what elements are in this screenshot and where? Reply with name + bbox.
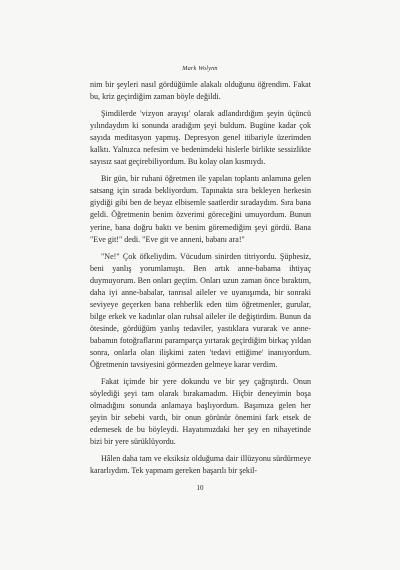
page-number: 10 xyxy=(196,484,204,492)
paragraph: Şimdilerde 'vizyon arayışı' olarak adlandırdığım şeyin üçüncü yılındaydım ki sonunda aradığım şeyi buldum. Bugüne kadar çok sayıda meditasyon yapmış. Depresyon genel itibariyle üzerimden kalktı. Yalnızca nefesim ve bedenimdeki hislerle birlikte sessizlikte sayısız saat geçirebiliyordum. Bu kolay olan kısmıydı. xyxy=(90,109,311,167)
body-text xyxy=(90,79,311,477)
running-header: Mark Wolynn xyxy=(182,65,218,72)
paragraph: Hâlen daha tam ve eksiksiz olduğuma dair illüzyonu sürdürmeye kararlıydım. Tek yapmam gereken başarılı bir şekil- xyxy=(90,454,311,476)
paragraph: Fakat içimde bir yere dokundu ve bir şey çağrıştırdı. Onun söylediği şeyi tam olarak bırakamadım. Hiçbir deneyimin boşa olmadığını sonunda anlamaya başlıyordum. Başımıza gelen her şeyin bir sebebi vardı, bir onun görünür önemini fark etsek de edemesek de bu böyleydi. Hayatımızdaki her şey en nihayetinde bizi bir yere sürüklüyordu. xyxy=(90,377,311,447)
paragraph: "Ne!" Çok öfkeliydim. Vücudum sinirden titriyordu. Şüphesiz, beni yanlış yorumlamıştı. Ben artık anne-babama ihtiyaç duymuyorum. Ben onları geçtim. Onları uzun zaman önce bıraktım, daha iyi anne-babalar, tanrısal aileler ve uyanışımda, bir sonraki seviyeye geçerken bana rehberlik eden tüm öğretmenler, gurular, bilge erkek ve kadınlar olan ruhsal aileler ile değiştirdim. Bunun da ötesinde, gördüğüm yanlış tedaviler, yastıklara vurarak ve anne-babamın fotoğraflarını paramparça yırtarak geçirdiğim birkaç yıldan sonra, onlarla olan ilişkimi zaten 'tedavi ettiğime' inanıyordum. Öğretmenin tavsiyesini görmezden gelmeye karar verdim. xyxy=(90,251,311,370)
paragraph: nim bir şeyleri nasıl gördüğümle alakalı olduğunu öğrendim. Fakat bu, kriz geçirdiğim zaman böyle değildi. xyxy=(90,80,311,102)
paragraph: Bir gün, bir ruhani öğretmen ile yapılan toplantı anlamına gelen satsang için sırada bekliyordum. Tapınakta sıra bekleyen herkesin giydiği gibi ben de beyaz elbisemle saatlerdir sıradaydım. Sıra bana geldi. Öğretmenin benim özverimi göreceğini umuyordum. Bunun yerine, bana doğru baktı ve benim göremediğim şeyi gördü. Bana "Eve git!" dedi. "Eve git ve anneni, babanı ara!" xyxy=(90,174,311,244)
